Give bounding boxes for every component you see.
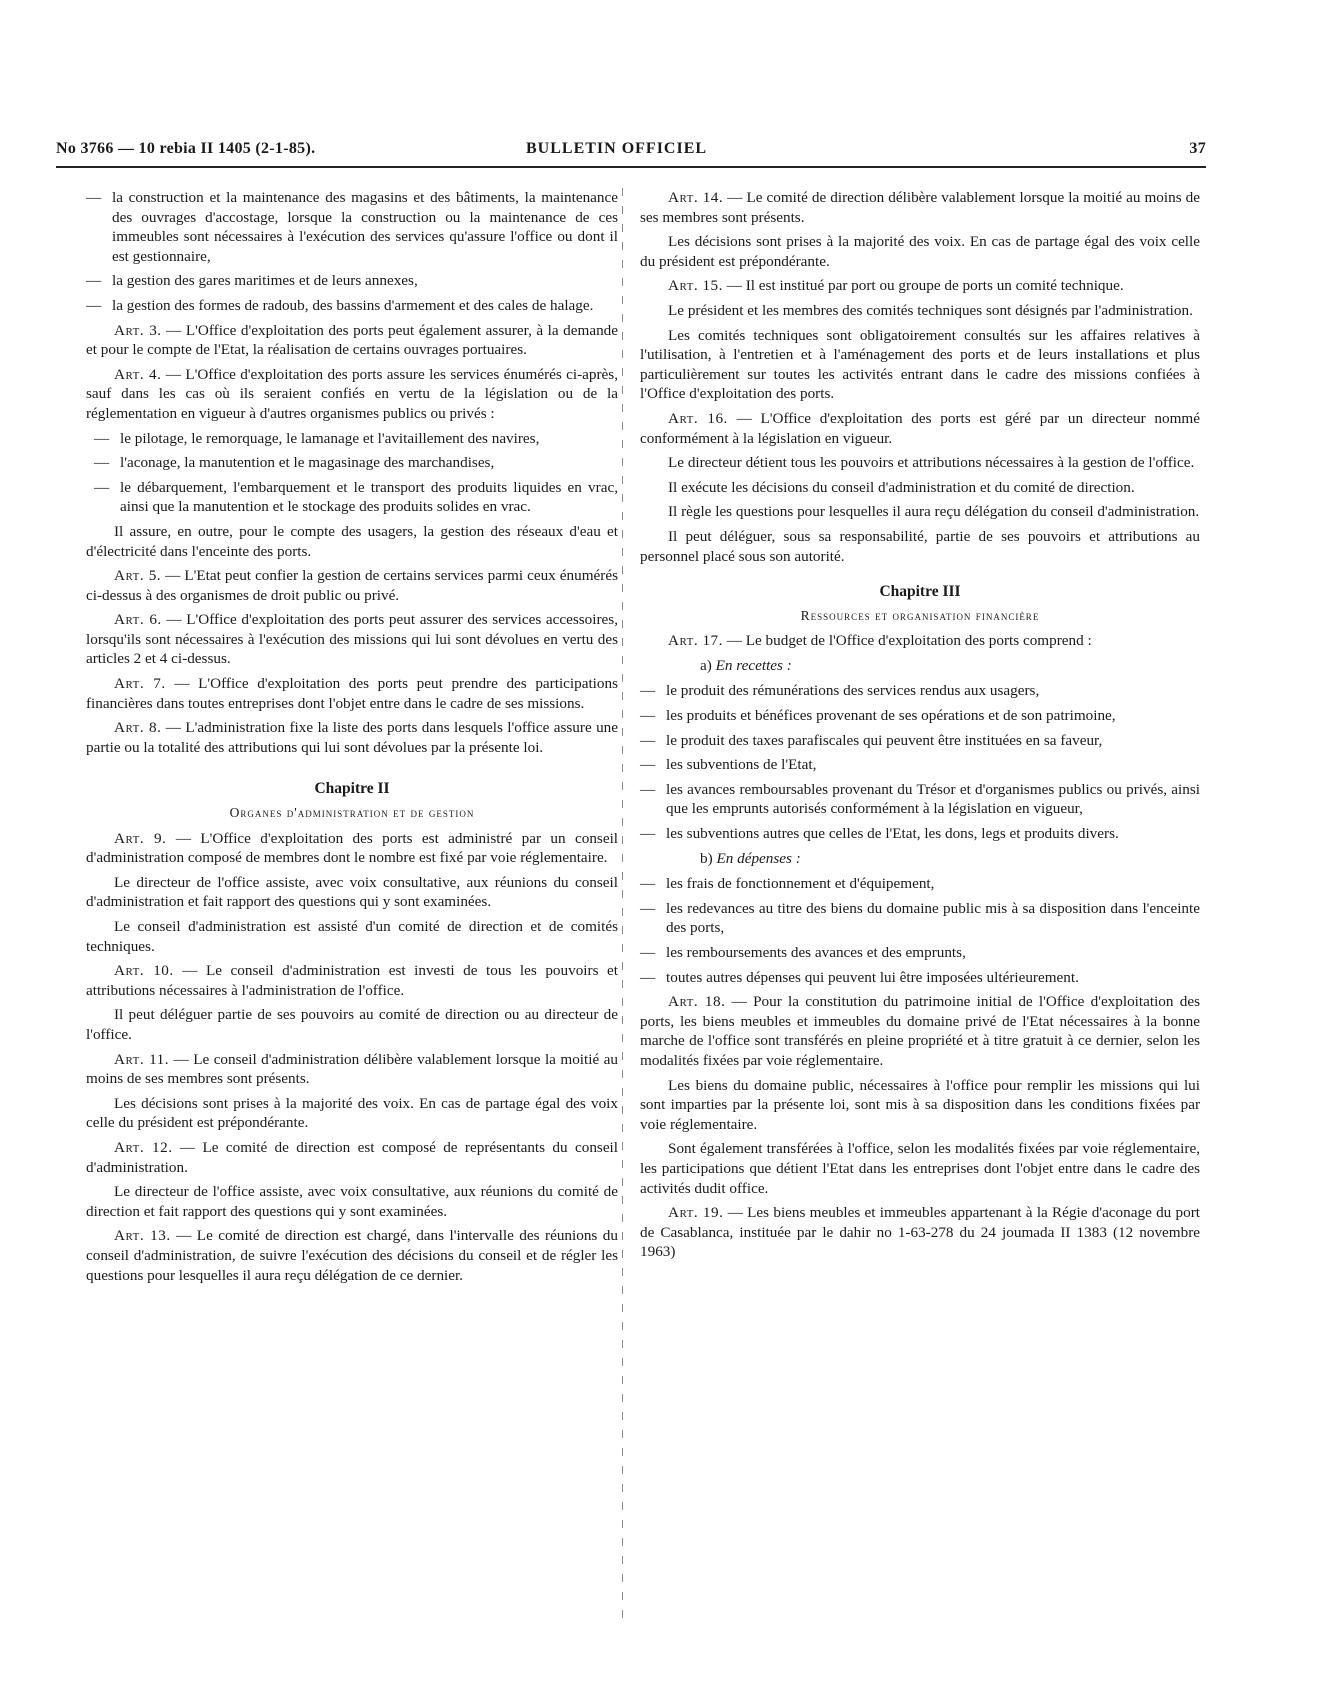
article-19: Art. 19. — Les biens meubles et immeubles appartenant à la Régie d'aconage du port de Casablanca, instituée par le dahir no 1-63-278 du 24 joumada II 1383 (12 novembre 1963) bbox=[640, 1204, 1200, 1261]
article-13: Art. 13. — Le comité de direction est chargé, dans l'intervalle des réunions du conseil d'administration, de suivre l'exécution des décisions du conseil et de régler les questions pour lesquelles il aura reçu délégation de ce dernier. bbox=[86, 1227, 618, 1284]
article-11: Art. 11. — Le conseil d'administration délibère valablement lorsque la moitié au moins de ses membres sont présents. bbox=[86, 1050, 619, 1088]
issue-reference: No 3766 — 10 rebia II 1405 (2-1-85). bbox=[56, 140, 316, 157]
article-8: Art. 8. — L'administration fixe la liste des ports dans lesquels l'office assure une partie ou la totalité des attributions qui lui sont dévolues par la présente loi. bbox=[86, 719, 618, 756]
list-item: — toutes autres dépenses qui peuvent lui être imposées ultérieurement. bbox=[640, 968, 1079, 986]
article-18: Art. 18. — Pour la constitution du patrimoine initial de l'Office d'exploitation des ports, les biens meubles et immeubles du domaine privé de l'Etat nécessaires à la bonne marche de l'office sont transférés en pleine propriété et à titre gratuit à ce dernier, selon les modalités fixées par voie réglementaire. bbox=[640, 993, 1200, 1069]
publication-title: BULLETIN OFFICIEL bbox=[526, 140, 708, 157]
list-item: — l'aconage, la manutention et le magasinage des marchandises, bbox=[94, 454, 495, 472]
paragraph: Le directeur de l'office assiste, avec voix consultative, aux réunions du conseil d'administration et fait rapport des questions qui y sont examinées. bbox=[86, 873, 618, 911]
paragraph: Les comités techniques sont obligatoirement consultés sur les affaires relatives à l'utilisation, à l'entretien et à l'aménagement des ports et de leurs installations et plus particulièrement sur toutes les activités entrant dans le cadre des missions confiées à l'Office d'exploitation des ports. bbox=[640, 326, 1200, 403]
list-item: — le débarquement, l'embarquement et le transport des produits liquides en vrac, ainsi que la manutention et le stockage des produits solides en vrac. bbox=[94, 478, 618, 516]
list-item: — les subventions de l'Etat, bbox=[640, 756, 817, 774]
subsection-recettes: a) En recettes : bbox=[700, 656, 792, 674]
right-column bbox=[640, 188, 1200, 1267]
list-item: — la construction et la maintenance des magasins et des bâtiments, la maintenance des ouvrages d'accostage, lorsque la construction ou la maintenance de ces immeubles sont nécessaires à l'exécution des services qu'assure l'office ou dont il est gestionnaire, bbox=[86, 189, 618, 265]
list-item: — les redevances au titre des biens du domaine public mis à sa disposition dans l'enceinte des ports, bbox=[640, 899, 1200, 937]
paragraph: Il règle les questions pour lesquelles il aura reçu délégation du conseil d'administration. bbox=[668, 503, 1200, 521]
article-12: Art. 12. — Le comité de direction est composé de représentants du conseil d'administration. bbox=[86, 1138, 618, 1176]
page-header bbox=[56, 140, 1206, 166]
chapter-subtitle: Ressources et organisation financière bbox=[800, 607, 1040, 623]
paragraph: Il exécute les décisions du conseil d'administration et du comité de direction. bbox=[668, 478, 1135, 496]
paragraph: Sont également transférées à l'office, selon les modalités fixées par voie réglementaire, les participations que détient l'Etat dans les entreprises dont l'objet entre dans le cadre des activités dudit office. bbox=[640, 1140, 1200, 1197]
article-7: Art. 7. — L'Office d'exploitation des ports peut prendre des participations financières dans toutes entreprises dont l'objet entre dans le cadre de ses missions. bbox=[86, 675, 618, 712]
paragraph: Les biens du domaine public, nécessaires à l'office pour remplir les missions qui lui sont imparties par la présente loi, sont mis à sa disposition dans les conditions fixées par voie réglementaire. bbox=[640, 1076, 1200, 1133]
paragraph: Le directeur détient tous les pouvoirs et attributions nécessaires à la gestion de l'office. bbox=[668, 454, 1195, 472]
chapter-subtitle: Organes d'administration et de gestion bbox=[229, 805, 475, 821]
list-item: — les subventions autres que celles de l'Etat, les dons, legs et produits divers. bbox=[640, 825, 1119, 843]
left-column bbox=[86, 188, 618, 1290]
chapter-heading: Chapitre II bbox=[314, 780, 390, 798]
paragraph: Il peut déléguer, sous sa responsabilité, partie de ses pouvoirs et attributions au personnel placé sous son autorité. bbox=[640, 527, 1200, 565]
list-item: — les remboursements des avances et des emprunts, bbox=[640, 944, 966, 961]
list-item: — le pilotage, le remorquage, le lamanage et l'avitaillement des navires, bbox=[94, 429, 540, 447]
list-item: — la gestion des formes de radoub, des bassins d'armement et des cales de halage. bbox=[86, 296, 594, 314]
article-3: Art. 3. — L'Office d'exploitation des ports peut également assurer, à la demande et pour le compte de l'Etat, la réalisation de certains ouvrages portuaires. bbox=[86, 321, 618, 359]
list-item: — les produits et bénéfices provenant de ses opérations et de son patrimoine, bbox=[640, 707, 1116, 725]
article-10: Art. 10. — Le conseil d'administration est investi de tous les pouvoirs et attributions nécessaires à l'administration de l'office. bbox=[86, 962, 618, 999]
article-6: Art. 6. — L'Office d'exploitation des ports peut assurer des services accessoires, lorsqu'ils sont nécessaires à l'exécution des missions qui lui sont dévolues en vertu des articles 2 et 4 ci-dessus. bbox=[86, 611, 618, 668]
subsection-depenses: b) En dépenses : bbox=[700, 849, 801, 867]
paragraph: Le conseil d'administration est assisté d'un comité de direction et de comités techniques. bbox=[86, 918, 618, 955]
article-9: Art. 9. — L'Office d'exploitation des ports est administré par un conseil d'administration composé de membres dont le nombre est fixé par voie réglementaire. bbox=[86, 829, 619, 867]
list-item: — les frais de fonctionnement et d'équipement, bbox=[640, 875, 935, 893]
article-17: Art. 17. — Le budget de l'Office d'exploitation des ports comprend : bbox=[668, 632, 1092, 650]
article-4: Art. 4. — L'Office d'exploitation des ports assure les services énumérés ci-après, sauf dans les cas où ils seraient confiés en vertu de la législation ou de la réglementation en vigueur à d'autres organismes publics ou privés : bbox=[86, 365, 619, 422]
article-16: Art. 16. — L'Office d'exploitation des ports est géré par un directeur nommé conformément à la législation en vigueur. bbox=[640, 409, 1200, 447]
column-divider bbox=[622, 188, 623, 1628]
chapter-heading: Chapitre III bbox=[879, 583, 961, 601]
paragraph: Le directeur de l'office assiste, avec voix consultative, aux réunions du comité de direction et fait rapport des questions qui y sont examinées. bbox=[86, 1183, 618, 1220]
article-5: Art. 5. — L'Etat peut confier la gestion de certains services parmi ceux énumérés ci-dessus à des organismes de droit public ou privé. bbox=[86, 567, 618, 604]
paragraph: Le président et les membres des comités techniques sont désignés par l'administration. bbox=[668, 301, 1193, 319]
list-item: — les avances remboursables provenant du Trésor et d'organismes publics ou privés, ainsi que les emprunts autorisés conformément à la législation en vigueur, bbox=[640, 780, 1200, 818]
paragraph: Il peut déléguer partie de ses pouvoirs au comité de direction ou au directeur de l'office. bbox=[86, 1006, 618, 1043]
list-item: — la gestion des gares maritimes et de leurs annexes, bbox=[86, 272, 418, 290]
paragraph: Les décisions sont prises à la majorité des voix. En cas de partage égal des voix celle du président est prépondérante. bbox=[86, 1094, 618, 1132]
list-item: — le produit des taxes parafiscales qui peuvent être instituées en sa faveur, bbox=[640, 731, 1103, 749]
page-number: 37 bbox=[1189, 140, 1206, 157]
article-15: Art. 15. — Il est institué par port ou groupe de ports un comité technique. bbox=[668, 277, 1124, 295]
list-item: — le produit des rémunérations des services rendus aux usagers, bbox=[640, 682, 1040, 700]
article-14: Art. 14. — Le comité de direction délibère valablement lorsque la moitié au moins de ses membres sont présents. bbox=[640, 189, 1200, 226]
paragraph: Il assure, en outre, pour le compte des usagers, la gestion des réseaux d'eau et d'électricité dans l'enceinte des ports. bbox=[86, 522, 618, 560]
paragraph: Les décisions sont prises à la majorité des voix. En cas de partage égal des voix celle du président est prépondérante. bbox=[640, 233, 1200, 270]
header-rule bbox=[56, 166, 1206, 168]
